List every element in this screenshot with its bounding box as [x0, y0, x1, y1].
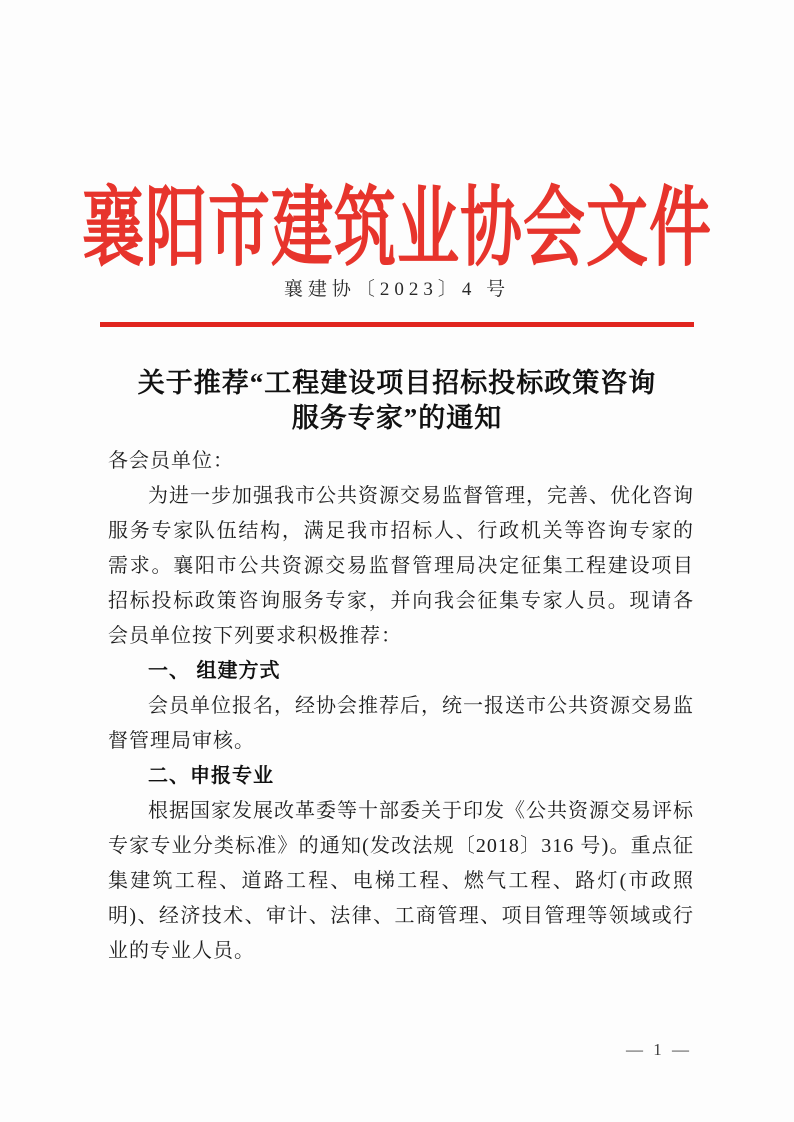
intro-paragraph: 为进一步加强我市公共资源交易监督管理，完善、优化咨询服务专家队伍结构，满足我市招标人、行政机关等咨询专家的需求。襄阳市公共资源交易监督管理局决定征集工程建设项目招标投标政策咨询服务专家，并向我会征集专家人员。现请各会员单位按下列要求积极推荐： [108, 485, 694, 647]
page-number: — 1 — [626, 1040, 692, 1059]
section-1-heading: 一、 组建方式 [148, 660, 281, 682]
notice-title [104, 366, 690, 436]
notice-title-line2: 服务专家”的通知 [291, 403, 503, 433]
section-2-paragraph: 根据国家发展改革委等十部委关于印发《公共资源交易评标专家专业分类标准》的通知(发改法规〔2018〕316 号)。重点征集建筑工程、道路工程、电梯工程、燃气工程、路灯(市政照明)、经济技术、审计、法律、工商管理、项目管理等领域或行业的专业人员。 [108, 800, 694, 962]
red-header-org-title: 襄阳市建筑业协会文件 [81, 181, 712, 277]
notice-title-line1: 关于推荐“工程建设项目招标投标政策咨询 [137, 368, 657, 398]
section-2-heading: 二、申报专业 [148, 765, 274, 787]
header-divider-line [100, 322, 694, 327]
salutation: 各会员单位： [108, 450, 234, 472]
section-1-paragraph: 会员单位报名，经协会推荐后，统一报送市公共资源交易监督管理局审核。 [108, 695, 694, 752]
notice-body [108, 444, 694, 969]
document-number: 襄建协〔2023〕4 号 [283, 279, 511, 300]
